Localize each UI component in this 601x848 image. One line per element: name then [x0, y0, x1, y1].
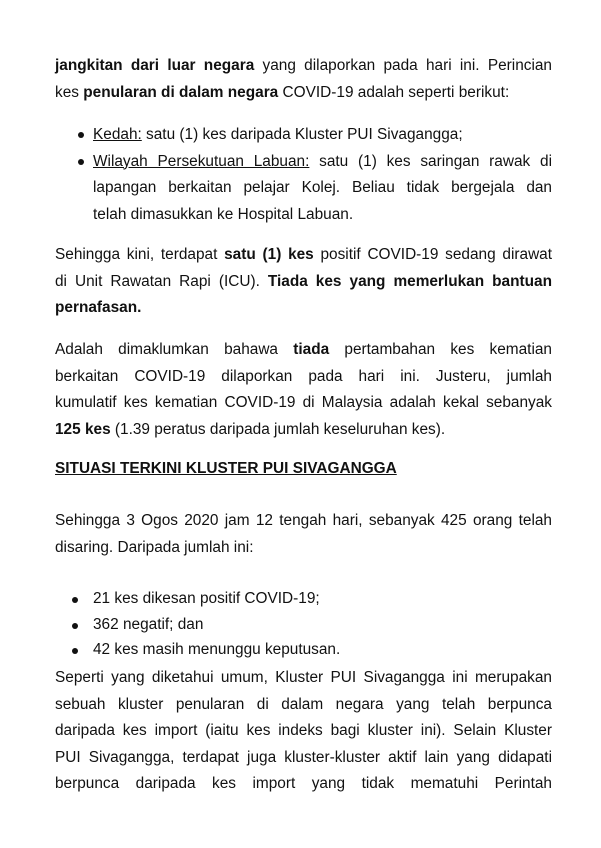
paragraph-line: Seperti yang diketahui umum, Kluster PUI Sivagangga ini merupakan [55, 669, 552, 686]
section-heading: SITUASI TERKINI KLUSTER PUI SIVAGANGGA [55, 460, 397, 477]
bullet-icon [72, 648, 78, 654]
paragraph-line [55, 337, 552, 364]
bullet-icon [72, 597, 78, 603]
text: satu (1) kes saringan rawak di [309, 152, 552, 170]
list-item-negative [93, 612, 552, 637]
list-item-line: lapangan berkaitan pelajar Kolej. Beliau tidak bergejala dan [93, 179, 552, 196]
list-item-line: telah dimasukkan ke Hospital Labuan. [93, 205, 354, 223]
bold-text: 125 kes [55, 420, 111, 438]
list-item-text: 42 kes masih menunggu keputusan. [93, 641, 341, 658]
paragraph-line: disaring. Daripada jumlah ini: [55, 538, 254, 556]
paragraph-line: berkaitan COVID-19 dilaporkan pada hari ini. Justeru, jumlah [55, 367, 552, 385]
paragraph-line: sebuah kluster penularan di dalam negara yang telah berpunca [55, 695, 552, 713]
paragraph-line [55, 295, 552, 322]
paragraph-line: PUI Sivagangga, terdapat juga kluster-kluster aktif lain yang didapati [55, 748, 552, 766]
paragraph-line [55, 269, 552, 296]
text: COVID-19 adalah seperti berikut: [278, 83, 510, 101]
list-item-line [93, 149, 552, 176]
text: pertambahan kes kematian [329, 341, 552, 358]
state-label: Kedah: [93, 126, 142, 143]
bold-text: Tiada kes yang memerlukan bantuan [267, 272, 552, 290]
list-item-pending [93, 637, 552, 663]
list-item-labuan [93, 149, 552, 229]
list-item-line [93, 126, 463, 143]
list-item-text: 362 negatif; dan [93, 616, 204, 633]
bullet-icon [72, 623, 78, 629]
paragraph-deaths [55, 337, 552, 443]
text: di Unit Rawatan Rapi (ICU). [55, 272, 268, 290]
bold-text: jangkitan dari luar negara [55, 57, 255, 74]
paragraph-line [55, 417, 552, 444]
list-item-kedah [93, 122, 552, 149]
bold-text: tiada [293, 341, 330, 358]
paragraph-line [55, 53, 552, 80]
paragraph-intro [55, 53, 552, 106]
paragraph-line [55, 80, 552, 107]
paragraph-line: berpunca daripada kes import yang tidak mematuhi Perintah [55, 775, 552, 792]
paragraph-line: Sehingga 3 Ogos 2020 jam 12 tengah hari, sebanyak 425 orang telah [55, 512, 552, 529]
paragraph-icu [55, 242, 552, 322]
text: positif COVID-19 sedang dirawat [313, 246, 553, 263]
state-label: Wilayah Persekutuan Labuan: [93, 152, 310, 170]
list-item-positive [93, 586, 552, 612]
text: (1.39 peratus daripada jumlah keseluruhan kes). [110, 420, 446, 438]
paragraph-line: kumulatif kes kematian COVID-19 di Malaysia adalah kekal sebanyak [55, 394, 552, 411]
text: Sehingga kini, terdapat [55, 246, 225, 263]
text: kes [55, 83, 84, 101]
bold-text: penularan di dalam negara [83, 83, 279, 101]
bold-text: satu (1) kes [224, 246, 314, 263]
state-cases-list [93, 122, 552, 228]
paragraph-cluster [55, 665, 552, 798]
paragraph-line: daripada kes import (iaitu kes indeks bagi kluster ini). Selain Kluster [55, 722, 552, 739]
screening-results-list [93, 586, 552, 663]
text: Adalah dimaklumkan bahawa [55, 341, 294, 358]
text: yang dilaporkan pada hari ini. Perincian [254, 57, 552, 74]
bullet-icon [78, 132, 84, 138]
paragraph-screening [55, 508, 552, 561]
bold-text: pernafasan. [55, 299, 142, 316]
paragraph-line [55, 242, 552, 269]
text: satu (1) kes daripada Kluster PUI Sivagangga; [141, 126, 463, 143]
list-item-text: 21 kes dikesan positif COVID-19; [93, 590, 320, 607]
bullet-icon [78, 159, 84, 165]
